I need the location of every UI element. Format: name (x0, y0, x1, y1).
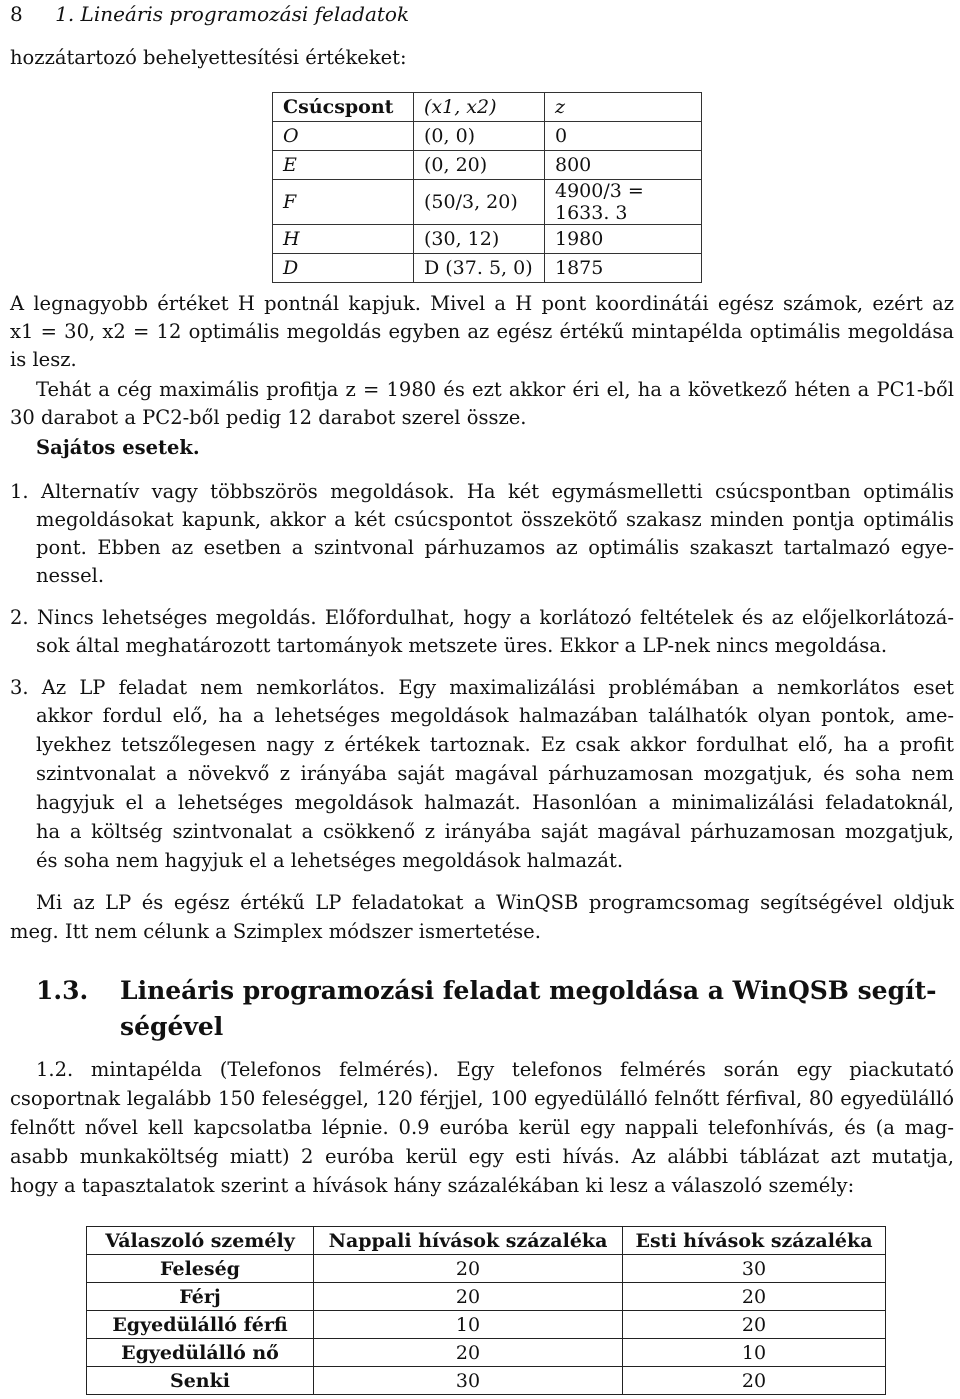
case3-line: szintvonalat a növekvő z irányába saját magával párhuzamosan mozgatjuk, és soha nem (36, 762, 954, 785)
para1-line: x1 = 30, x2 = 12 optimális megoldás egyben az egész értékű mintapélda optimális megoldása (10, 320, 954, 343)
z-cell: 1980 (545, 225, 702, 254)
coords-cell: (50/3, 20) (414, 180, 545, 225)
case2-line: 2. Nincs lehetséges megoldás. Előfordulhat, hogy a korlátozó feltételek és az előjelkorlátozá- (10, 606, 954, 629)
evening-percent-cell: 20 (623, 1283, 886, 1311)
example-line: asabb munkaköltség miatt) 2 euróba kerül egy esti hívás. Az alábbi táblázat azt mutatja, (10, 1145, 954, 1168)
day-percent-cell: 10 (314, 1311, 623, 1339)
para1-line: A legnagyobb értéket H pontnál kapjuk. Mivel a H pont koordinátái egész számok, ezért az (10, 292, 954, 315)
day-percent-cell: 20 (314, 1255, 623, 1283)
header-z: z (545, 93, 702, 122)
vertex-cell: F (273, 180, 414, 225)
table-row (87, 1283, 886, 1311)
z-cell: 1875 (545, 254, 702, 283)
case1-line: nessel. (36, 564, 105, 587)
day-percent-cell: 20 (314, 1339, 623, 1367)
respondent-cell: Senki (87, 1367, 314, 1395)
para3-line: Mi az LP és egész értékű LP feladatokat a WinQSB programcsomag segítségével oldjuk (36, 891, 954, 914)
case3-line: 3. Az LP feladat nem nemkorlátos. Egy maximalizálási problémában a nemkorlátos eset (10, 676, 954, 699)
z-cell: 800 (545, 151, 702, 180)
example-line: csoportnak legalább 150 feleséggel, 120 férjjel, 100 egyedülálló felnőtt férfival, 80 egyedülálló (10, 1087, 954, 1110)
table-row (87, 1367, 886, 1395)
case3-line: akkor fordul elő, ha a lehetséges megoldások halmazában találhatók olyan pontok, ame- (36, 704, 954, 727)
example-line: felnőtt nővel kell kapcsolatba lépnie. 0.9 euróba kerül egy nappali telefonhívás, és (a mag- (10, 1116, 954, 1139)
table-row (87, 1311, 886, 1339)
case3-line: és soha nem hagyjuk el a lehetséges megoldások halmazát. (36, 849, 624, 872)
section-title-line2: ségével (120, 1012, 224, 1041)
para3-line: meg. Itt nem célunk a Szimplex módszer ismertetése. (10, 920, 541, 943)
example-line: hogy a tapasztalatok szerint a hívások hány százalékában ki lesz a válaszoló személy: (10, 1174, 855, 1197)
respondent-cell: Férj (87, 1283, 314, 1311)
table-row (273, 254, 702, 283)
para2-line: 30 darabot a PC2-ből pedig 12 darabot szerel össze. (10, 406, 527, 429)
vertex-cell: H (273, 225, 414, 254)
day-percent-cell: 30 (314, 1367, 623, 1395)
vertex-cell: O (273, 122, 414, 151)
table-row (87, 1339, 886, 1367)
day-percent-cell: 20 (314, 1283, 623, 1311)
coords-cell: D (37. 5, 0) (414, 254, 545, 283)
response-table (86, 1226, 886, 1395)
page-number: 8 (10, 2, 23, 26)
para1-line: is lesz. (10, 348, 77, 371)
vertex-table-header (273, 93, 702, 122)
table-row (273, 225, 702, 254)
example-line: 1.2. mintapélda (Telefonos felmérés). Egy telefonos felmérés során egy piackutató (36, 1058, 954, 1081)
case1-line: megoldásokat kapunk, akkor a két csúcspontot összekötő szakasz minden pontja optimális (36, 508, 954, 531)
coords-cell: (0, 0) (414, 122, 545, 151)
coords-cell: (0, 20) (414, 151, 545, 180)
z-cell: 0 (545, 122, 702, 151)
table-row (273, 180, 702, 225)
respondent-cell: Egyedülálló nő (87, 1339, 314, 1367)
case1-line: 1. Alternatív vagy többszörös megoldások. Ha két egymásmelletti csúcspontban optimális (10, 480, 954, 503)
chapter-title: 1. Lineáris programozási feladatok (55, 2, 410, 26)
vertex-table (272, 92, 702, 283)
table-row (273, 122, 702, 151)
header-respondent: Válaszoló személy (87, 1227, 314, 1255)
case3-line: ha a költség szintvonalat a csökkenő z irányába saját magával párhuzamosan mozgatjuk, (36, 820, 954, 843)
section-heading (36, 976, 937, 1005)
evening-percent-cell: 20 (623, 1367, 886, 1395)
evening-percent-cell: 10 (623, 1339, 886, 1367)
case1-line: pont. Ebben az esetben a szintvonal párhuzamos az optimális szakaszt tartalmazó egye- (36, 536, 954, 559)
section-title-line1: Lineáris programozási feladat megoldása a WinQSB segít- (120, 976, 937, 1005)
page-header (10, 2, 409, 26)
z-cell: 4900/3 = 1633. 3 (545, 180, 702, 225)
table-row (273, 151, 702, 180)
header-evening-calls: Esti hívások százaléka (623, 1227, 886, 1255)
case3-line: lyekhez tetszőlegesen nagy z értékek tartoznak. Ez csak akkor fordulhat elő, ha a profit (36, 733, 954, 756)
case2-line: sok által meghatározott tartományok metszete üres. Ekkor a LP-nek nincs megoldása. (36, 634, 888, 657)
evening-percent-cell: 30 (623, 1255, 886, 1283)
case3-line: hagyjuk el a lehetséges megoldások halmazát. Hasonlóan a minimalizálási feladatoknál, (36, 791, 954, 814)
response-table-header (87, 1227, 886, 1255)
coords-cell: (30, 12) (414, 225, 545, 254)
header-coords: (x1, x2) (414, 93, 545, 122)
respondent-cell: Feleség (87, 1255, 314, 1283)
table-row (87, 1255, 886, 1283)
vertex-cell: D (273, 254, 414, 283)
vertex-cell: E (273, 151, 414, 180)
header-vertex: Csúcspont (273, 93, 414, 122)
header-day-calls: Nappali hívások százaléka (314, 1227, 623, 1255)
evening-percent-cell: 20 (623, 1311, 886, 1339)
respondent-cell: Egyedülálló férfi (87, 1311, 314, 1339)
special-cases-heading: Sajátos esetek. (36, 436, 200, 459)
para2-line: Tehát a cég maximális profitja z = 1980 és ezt akkor éri el, ha a következő héten a PC1-ből (36, 378, 954, 401)
intro-text: hozzátartozó behelyettesítési értékeket: (10, 46, 407, 69)
section-number: 1.3. (36, 976, 89, 1005)
